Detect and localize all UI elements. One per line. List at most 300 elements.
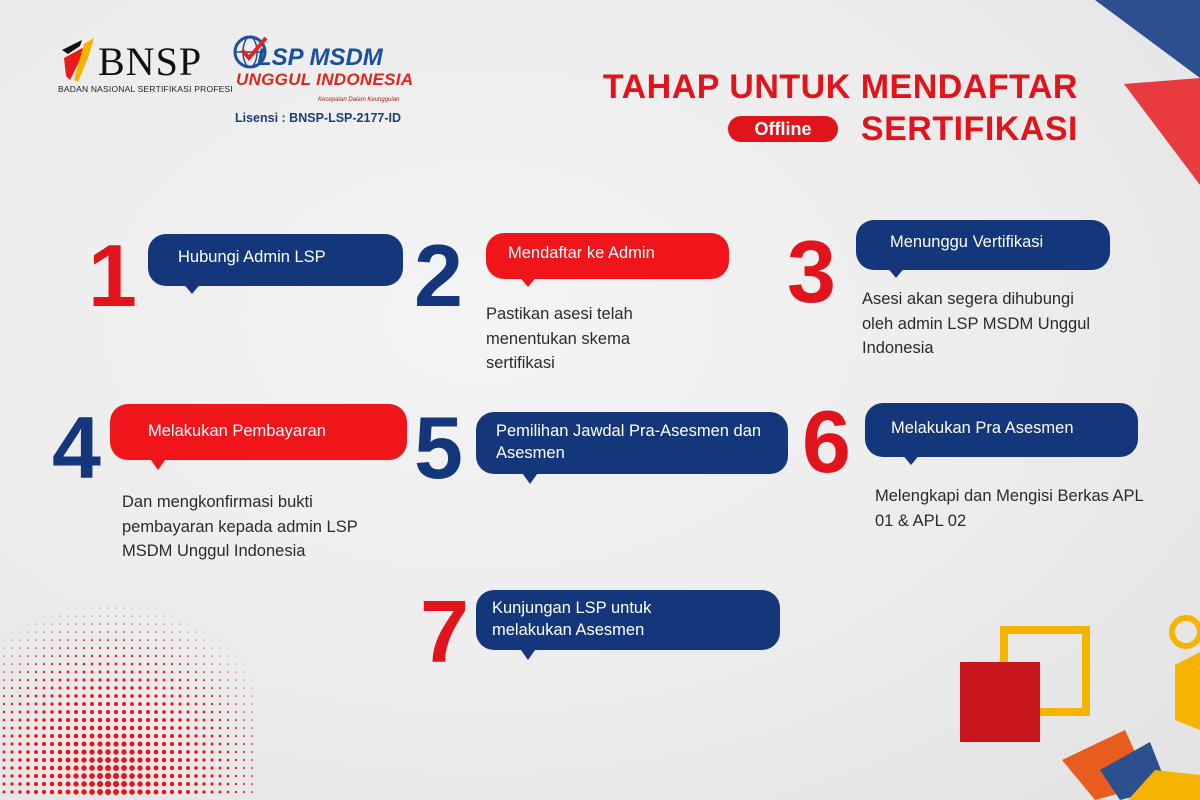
bubble-tail (148, 456, 168, 470)
halftone-dot (105, 773, 111, 779)
bubble-tail (518, 646, 538, 660)
halftone-dot (147, 615, 148, 616)
halftone-dot (35, 639, 36, 640)
halftone-dot (178, 758, 182, 762)
halftone-dot (91, 631, 93, 633)
halftone-dot (74, 686, 77, 689)
halftone-dot (50, 790, 55, 795)
halftone-dot (138, 678, 141, 681)
halftone-dot (187, 631, 188, 632)
halftone-dot (227, 711, 229, 713)
halftone-dot (137, 765, 142, 770)
halftone-dot (51, 647, 53, 649)
halftone-dot (10, 766, 13, 769)
halftone-dot (83, 623, 84, 624)
halftone-dot (170, 750, 174, 754)
license-number: Lisensi : BNSP-LSP-2177-ID (235, 111, 402, 125)
halftone-dot (44, 624, 45, 625)
halftone-dot (145, 781, 150, 786)
halftone-dot (146, 734, 151, 739)
halftone-dot (51, 631, 52, 632)
halftone-dot (99, 647, 101, 649)
halftone-dot (219, 695, 221, 697)
halftone-dot (162, 750, 166, 754)
halftone-dot (67, 671, 70, 674)
halftone-dot (58, 766, 63, 771)
halftone-dot (106, 718, 110, 722)
halftone-dot (58, 734, 62, 738)
halftone-dot (3, 703, 5, 705)
halftone-dot (123, 631, 125, 633)
halftone-dot (179, 687, 182, 690)
halftone-dot (219, 703, 221, 705)
halftone-dot (146, 686, 149, 689)
halftone-dot (122, 718, 126, 722)
halftone-dot (91, 639, 93, 641)
halftone-dot (121, 741, 126, 746)
halftone-dot (121, 773, 127, 779)
halftone-dot (26, 734, 29, 737)
halftone-dot (11, 727, 14, 730)
halftone-dot (251, 751, 253, 753)
halftone-dot (130, 734, 135, 739)
halftone-dot (210, 750, 213, 753)
halftone-dot (26, 758, 30, 762)
halftone-dot (35, 647, 37, 649)
halftone-dot (81, 749, 86, 754)
halftone-dot (50, 758, 54, 762)
halftone-dot (129, 781, 135, 787)
halftone-dot (35, 671, 37, 673)
halftone-dot (186, 766, 190, 770)
halftone-dot (219, 743, 222, 746)
halftone-dot (244, 672, 245, 673)
halftone-dot (58, 718, 62, 722)
halftone-dot (138, 742, 143, 747)
halftone-dot (179, 671, 181, 673)
bnsp-subtitle: BADAN NASIONAL SERTIFIKASI PROFESI (58, 84, 233, 94)
halftone-dot (99, 631, 101, 633)
halftone-dot (91, 655, 93, 657)
halftone-dot (146, 694, 149, 697)
halftone-dot (35, 679, 37, 681)
halftone-dot (90, 678, 93, 681)
halftone-dot (163, 639, 165, 641)
halftone-dot (202, 734, 205, 737)
halftone-dot (34, 718, 37, 721)
halftone-dot (74, 678, 77, 681)
halftone-dot (194, 734, 197, 737)
halftone-dot (219, 655, 220, 656)
halftone-dot (202, 766, 205, 769)
halftone-dot (75, 671, 78, 674)
halftone-dot (74, 742, 79, 747)
halftone-dot (162, 710, 166, 714)
halftone-dot (19, 719, 22, 722)
halftone-dot (122, 678, 125, 681)
halftone-dot (235, 735, 237, 737)
halftone-dot (171, 639, 173, 641)
halftone-dot (59, 623, 60, 624)
halftone-dot (26, 790, 30, 794)
halftone-dot (121, 749, 126, 754)
halftone-dot (187, 679, 189, 681)
halftone-dot (178, 782, 182, 786)
halftone-dot (235, 791, 237, 793)
halftone-dot (81, 781, 87, 787)
halftone-dot (212, 640, 213, 641)
halftone-dot (19, 679, 21, 681)
halftone-dot (162, 758, 167, 763)
halftone-dot (147, 679, 150, 682)
halftone-dot (105, 757, 111, 763)
halftone-dot (195, 711, 198, 714)
step-1-bubble (148, 234, 403, 286)
halftone-dot (58, 694, 61, 697)
halftone-dot (18, 750, 21, 753)
step-4-description: Dan mengkonfirmasi bukti pembayaran kepada admin LSP MSDM Unggul Indonesia (122, 493, 358, 560)
halftone-dot (115, 671, 118, 674)
halftone-dot (251, 759, 253, 761)
halftone-dot (12, 632, 13, 633)
halftone-dot (50, 774, 55, 779)
halftone-dot (83, 639, 85, 641)
halftone-dot (162, 694, 165, 697)
halftone-dot (89, 765, 95, 771)
halftone-dot (99, 623, 100, 624)
step-6-description: Melengkapi dan Mengisi Berkas APL 01 & APL 02 (875, 487, 1144, 530)
halftone-dot (211, 663, 212, 664)
halftone-dot (154, 774, 159, 779)
halftone-dot (170, 718, 174, 722)
halftone-dot (162, 790, 167, 795)
bubble-tail (182, 282, 202, 294)
halftone-dot (90, 734, 95, 739)
halftone-dot (243, 703, 244, 704)
halftone-dot (194, 782, 198, 786)
halftone-dot (3, 767, 6, 770)
halftone-dot (34, 710, 37, 713)
halftone-dot (114, 710, 118, 714)
halftone-dot (11, 703, 13, 705)
halftone-dot (211, 711, 213, 713)
halftone-dot (50, 702, 53, 705)
halftone-dot (137, 773, 142, 778)
step-5-bubble (476, 412, 788, 474)
halftone-dot (90, 710, 94, 714)
halftone-dot (243, 791, 245, 793)
halftone-dot (131, 631, 133, 633)
offline-badge: Offline (728, 116, 838, 142)
halftone-dot (10, 790, 13, 793)
halftone-dot (227, 791, 230, 794)
halftone-dot (220, 648, 221, 649)
halftone-dot (204, 632, 205, 633)
halftone-dot (90, 702, 94, 706)
halftone-dot (18, 790, 22, 794)
halftone-dot (172, 616, 173, 617)
halftone-dot (122, 726, 127, 731)
halftone-dot (114, 734, 119, 739)
halftone-dot (179, 647, 181, 649)
halftone-dot (203, 679, 205, 681)
halftone-dot (66, 686, 69, 689)
halftone-dot (116, 608, 117, 609)
halftone-dot (131, 655, 133, 657)
halftone-dot (99, 639, 101, 641)
halftone-dot (10, 782, 13, 785)
halftone-dot (50, 766, 55, 771)
halftone-dot (138, 710, 142, 714)
halftone-dot (26, 782, 30, 786)
halftone-dot (219, 751, 222, 754)
halftone-dot (82, 710, 86, 714)
halftone-dot (74, 734, 79, 739)
halftone-dot (122, 734, 127, 739)
halftone-dot (235, 775, 237, 777)
halftone-dot (244, 664, 245, 665)
halftone-dot (26, 726, 29, 729)
step-4-bubble (110, 404, 407, 460)
halftone-dot (81, 789, 86, 794)
halftone-dot (162, 766, 167, 771)
halftone-dot (67, 639, 69, 641)
halftone-dot (3, 751, 6, 754)
halftone-dot (42, 726, 46, 730)
halftone-dot (51, 639, 53, 641)
halftone-dot (58, 702, 61, 705)
halftone-dot (113, 741, 118, 746)
halftone-dot (121, 765, 127, 771)
halftone-dot (42, 758, 46, 762)
halftone-dot (98, 710, 102, 714)
halftone-dot (154, 726, 158, 730)
halftone-dot (34, 750, 38, 754)
halftone-dot (19, 647, 20, 648)
halftone-dot (12, 640, 13, 641)
halftone-dot (219, 767, 222, 770)
halftone-dot (18, 774, 22, 778)
step-6-bubble (865, 403, 1138, 457)
halftone-dot (83, 663, 86, 666)
halftone-dot (107, 631, 109, 633)
halftone-dot (27, 671, 29, 673)
halftone-dot (146, 750, 151, 755)
step-7-bubble (476, 590, 780, 650)
halftone-dot (170, 726, 174, 730)
halftone-dot (18, 734, 21, 737)
halftone-dot (171, 647, 173, 649)
halftone-dot (155, 655, 157, 657)
halftone-dot (113, 773, 119, 779)
halftone-dot (92, 608, 93, 609)
halftone-dot (219, 671, 220, 672)
halftone-dot (99, 671, 102, 674)
halftone-dot (170, 694, 173, 697)
halftone-dot (243, 743, 245, 745)
halftone-dot (115, 615, 116, 616)
halftone-dot (251, 775, 253, 777)
halftone-dot (178, 702, 181, 705)
halftone-dot (162, 718, 166, 722)
halftone-dot (122, 686, 125, 689)
halftone-dot (154, 750, 159, 755)
halftone-dot (194, 758, 198, 762)
halftone-dot (59, 671, 62, 674)
halftone-dot (90, 694, 94, 698)
halftone-dot (19, 671, 21, 673)
halftone-dot (251, 703, 252, 704)
halftone-dot (66, 766, 71, 771)
halftone-dot (162, 726, 166, 730)
halftone-dot (67, 623, 68, 624)
halftone-dot (27, 687, 29, 689)
halftone-dot (178, 766, 182, 770)
halftone-dot (43, 639, 44, 640)
halftone-dot (26, 774, 30, 778)
halftone-dot (75, 631, 77, 633)
halftone-dot (67, 663, 69, 665)
step-3-bubble (856, 220, 1110, 270)
halftone-dot (58, 758, 63, 763)
halftone-dot (58, 774, 63, 779)
step-4-label: Melakukan Pembayaran (148, 422, 326, 440)
halftone-dot (108, 608, 109, 609)
halftone-dot (251, 695, 252, 696)
halftone-dot (74, 750, 79, 755)
halftone-dot (210, 758, 213, 761)
halftone-dot (138, 734, 143, 739)
bubble-tail (901, 453, 921, 465)
halftone-dot (26, 718, 29, 721)
halftone-dot (107, 623, 108, 624)
halftone-dot (211, 679, 213, 681)
halftone-dot (252, 688, 253, 689)
halftone-dot (211, 655, 212, 656)
halftone-dot (114, 702, 118, 706)
halftone-dot (66, 742, 71, 747)
halftone-dot (163, 663, 165, 665)
halftone-dot (84, 608, 85, 609)
halftone-dot (235, 727, 237, 729)
halftone-dot (82, 686, 85, 689)
halftone-dot (19, 703, 22, 706)
halftone-dot (82, 694, 86, 698)
halftone-dot (11, 663, 13, 665)
halftone-dot (105, 765, 111, 771)
halftone-dot (115, 623, 116, 624)
halftone-dot (130, 694, 134, 698)
halftone-dot (91, 623, 92, 624)
halftone-dot (123, 671, 126, 674)
halftone-dot (11, 735, 14, 738)
halftone-dot (219, 759, 222, 762)
halftone-dot (203, 719, 206, 722)
halftone-dot (11, 687, 13, 689)
halftone-dot (123, 663, 126, 666)
halftone-dot (162, 702, 165, 705)
halftone-dot (179, 679, 182, 682)
halftone-dot (202, 790, 205, 793)
halftone-dot (178, 718, 181, 721)
halftone-dot (171, 655, 173, 657)
halftone-dot (34, 758, 38, 762)
halftone-dot (194, 774, 198, 778)
halftone-dot (113, 757, 119, 763)
halftone-dot (154, 734, 158, 738)
halftone-dot (123, 615, 124, 616)
halftone-dot (178, 710, 181, 713)
halftone-dot (73, 765, 78, 770)
halftone-dot (58, 782, 63, 787)
halftone-dot (107, 655, 109, 657)
halftone-dot (66, 710, 70, 714)
halftone-dot (74, 710, 78, 714)
halftone-dot (81, 773, 87, 779)
halftone-dot (236, 664, 237, 665)
halftone-dot (137, 789, 142, 794)
halftone-dot (227, 663, 228, 664)
halftone-dot (139, 647, 141, 649)
halftone-dot (67, 647, 69, 649)
halftone-dot (186, 718, 189, 721)
halftone-dot (139, 655, 141, 657)
halftone-dot (89, 741, 94, 746)
halftone-dot (187, 655, 189, 657)
halftone-dot (50, 718, 54, 722)
halftone-dot (19, 687, 21, 689)
halftone-dot (90, 726, 95, 731)
halftone-dot (27, 647, 28, 648)
halftone-dot (171, 631, 172, 632)
halftone-dots-decoration (0, 580, 260, 800)
halftone-dot (75, 639, 77, 641)
halftone-dot (251, 735, 253, 737)
halftone-dot (20, 632, 21, 633)
halftone-dot (10, 742, 13, 745)
halftone-dot (170, 758, 174, 762)
halftone-dot (122, 710, 126, 714)
halftone-dot (251, 711, 252, 712)
halftone-dot (251, 719, 252, 720)
halftone-dot (50, 742, 54, 746)
halftone-dot (129, 789, 135, 795)
halftone-dot (195, 655, 197, 657)
halftone-dot (74, 702, 78, 706)
halftone-dot (227, 727, 229, 729)
halftone-dot (26, 742, 30, 746)
halftone-dot (27, 711, 30, 714)
halftone-dot (67, 631, 68, 632)
halftone-dot (243, 735, 245, 737)
halftone-dot (163, 687, 166, 690)
halftone-dot (235, 719, 237, 721)
bubble-tail (886, 266, 906, 278)
halftone-dot (211, 647, 212, 648)
halftone-dot (163, 655, 165, 657)
halftone-dot (76, 608, 77, 609)
halftone-dot (156, 616, 157, 617)
halftone-dot (58, 710, 62, 714)
bubble-tail (518, 275, 538, 287)
halftone-dot (107, 663, 110, 666)
halftone-dot (35, 687, 38, 690)
halftone-dot (82, 726, 87, 731)
halftone-dot (147, 655, 149, 657)
halftone-dot (11, 719, 14, 722)
halftone-dot (139, 671, 142, 674)
halftone-dot (114, 678, 117, 681)
